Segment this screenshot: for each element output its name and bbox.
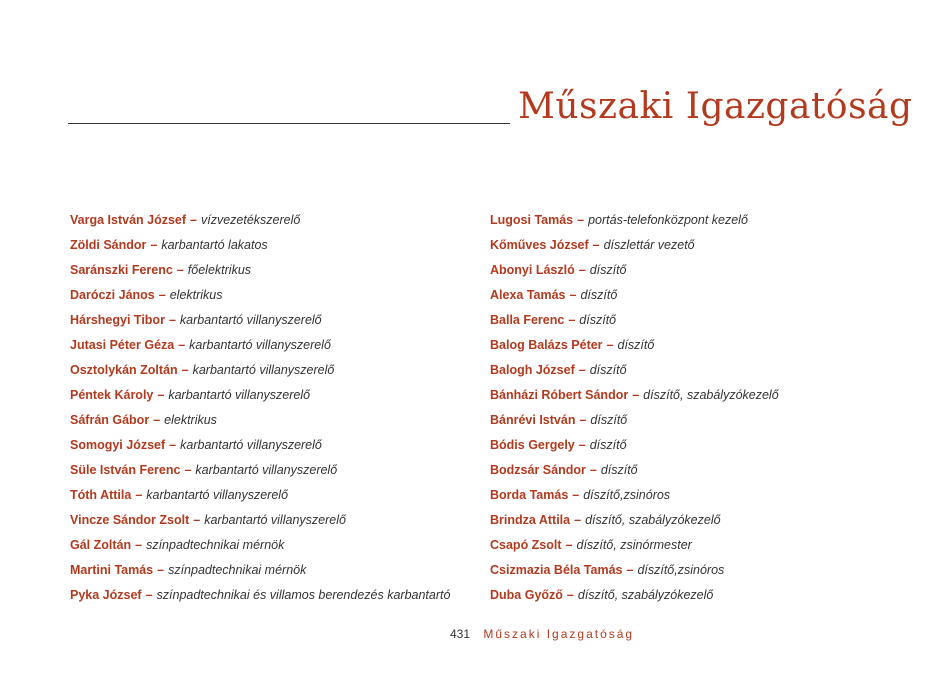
staff-role: karbantartó villanyszerelő bbox=[146, 488, 289, 502]
staff-name: Daróczi János bbox=[70, 288, 155, 302]
staff-entry bbox=[70, 410, 450, 435]
separator-dash: – bbox=[606, 338, 614, 352]
staff-name: Saránszki Ferenc bbox=[70, 263, 173, 277]
separator-dash: – bbox=[592, 238, 600, 252]
staff-role: karbantartó villanyszerelő bbox=[192, 363, 335, 377]
staff-role: díszítő bbox=[600, 463, 638, 477]
separator-dash: – bbox=[578, 363, 586, 377]
separator-dash: – bbox=[579, 413, 587, 427]
staff-role: díszlettár vezető bbox=[603, 238, 695, 252]
staff-name: Duba Győző bbox=[490, 588, 563, 602]
separator-dash: – bbox=[574, 513, 582, 527]
staff-role: díszítő,zsinóros bbox=[637, 563, 725, 577]
staff-role: díszítő bbox=[617, 338, 655, 352]
staff-role: díszítő bbox=[589, 363, 627, 377]
separator-dash: – bbox=[569, 288, 577, 302]
staff-role: vízvezetékszerelő bbox=[200, 213, 301, 227]
separator-dash: – bbox=[566, 588, 574, 602]
separator-dash: – bbox=[135, 538, 143, 552]
separator-dash: – bbox=[169, 438, 177, 452]
staff-entry bbox=[490, 460, 779, 485]
staff-name: Balla Ferenc bbox=[490, 313, 565, 327]
staff-entry bbox=[70, 260, 450, 285]
staff-role: színpadtechnikai és villamos berendezés karbantartó bbox=[156, 588, 451, 602]
staff-name: Bódis Gergely bbox=[490, 438, 575, 452]
staff-name: Sáfrán Gábor bbox=[70, 413, 150, 427]
staff-name: Abonyi László bbox=[490, 263, 575, 277]
separator-dash: – bbox=[168, 313, 176, 327]
separator-dash: – bbox=[145, 588, 153, 602]
staff-name: Vincze Sándor Zsolt bbox=[70, 513, 190, 527]
staff-entry bbox=[490, 510, 779, 535]
staff-entry bbox=[490, 335, 779, 360]
staff-role: díszítő, szabályzókezelő bbox=[577, 588, 714, 602]
staff-role: díszítő bbox=[589, 438, 627, 452]
separator-dash: – bbox=[572, 488, 580, 502]
staff-entry bbox=[490, 535, 779, 560]
staff-role: karbantartó villanyszerelő bbox=[180, 438, 322, 452]
staff-role: díszítő bbox=[589, 263, 627, 277]
staff-entry bbox=[70, 235, 450, 260]
separator-dash: – bbox=[632, 388, 640, 402]
staff-role: színpadtechnikai mérnök bbox=[146, 538, 285, 552]
staff-role: portás-telefonközpont kezelő bbox=[588, 213, 748, 227]
separator-dash: – bbox=[190, 213, 197, 227]
staff-role: karbantartó villanyszerelő bbox=[195, 463, 338, 477]
staff-entry bbox=[70, 460, 450, 485]
staff-role: főelektrikus bbox=[187, 263, 252, 277]
staff-name: Brindza Attila bbox=[490, 513, 571, 527]
staff-role: díszítő, szabályzókezelő bbox=[585, 513, 721, 527]
separator-dash: – bbox=[568, 313, 576, 327]
staff-entry bbox=[490, 485, 779, 510]
staff-name: Hárshegyi Tibor bbox=[70, 313, 165, 327]
staff-entry bbox=[70, 435, 450, 460]
staff-role: karbantartó lakatos bbox=[161, 238, 268, 252]
staff-role: karbantartó villanyszerelő bbox=[189, 338, 331, 352]
staff-entry bbox=[490, 385, 779, 410]
staff-entry bbox=[70, 210, 450, 235]
staff-entry bbox=[70, 385, 450, 410]
left-column bbox=[70, 210, 450, 610]
header-rule bbox=[68, 123, 510, 124]
staff-name: Borda Tamás bbox=[490, 488, 569, 502]
staff-name: Lugosi Tamás bbox=[490, 213, 574, 227]
staff-entry bbox=[490, 285, 779, 310]
staff-entry bbox=[490, 410, 779, 435]
staff-name: Somogyi József bbox=[70, 438, 166, 452]
page-title: Műszaki Igazgatóság bbox=[518, 86, 913, 127]
staff-role: díszítő bbox=[590, 413, 628, 427]
separator-dash: – bbox=[158, 288, 166, 302]
staff-role: díszítő, szabályzókezelő bbox=[643, 388, 779, 402]
staff-name: Péntek Károly bbox=[70, 388, 154, 402]
staff-entry bbox=[70, 535, 450, 560]
staff-name: Balogh József bbox=[490, 363, 575, 377]
separator-dash: – bbox=[565, 538, 573, 552]
staff-entry bbox=[70, 335, 450, 360]
staff-role: karbantartó villanyszerelő bbox=[204, 513, 346, 527]
footer-title: Műszaki Igazgatóság bbox=[483, 627, 635, 641]
staff-role: díszítő bbox=[580, 288, 618, 302]
separator-dash: – bbox=[157, 388, 165, 402]
staff-entry bbox=[490, 585, 779, 610]
staff-entry bbox=[70, 485, 450, 510]
separator-dash: – bbox=[178, 338, 186, 352]
staff-name: Martini Tamás bbox=[70, 563, 154, 577]
staff-entry bbox=[490, 435, 779, 460]
staff-name: Gál Zoltán bbox=[70, 538, 132, 552]
staff-name: Csapó Zsolt bbox=[490, 538, 562, 552]
staff-role: díszítő,zsinóros bbox=[583, 488, 671, 502]
staff-entry bbox=[70, 585, 450, 610]
footer bbox=[450, 627, 634, 641]
staff-name: Bodzsár Sándor bbox=[490, 463, 586, 477]
separator-dash: – bbox=[577, 213, 585, 227]
staff-role: díszítő bbox=[579, 313, 617, 327]
staff-entry bbox=[70, 560, 450, 585]
staff-entry bbox=[70, 360, 450, 385]
staff-name: Alexa Tamás bbox=[490, 288, 566, 302]
separator-dash: – bbox=[193, 513, 201, 527]
separator-dash: – bbox=[135, 488, 143, 502]
page-number: 431 bbox=[450, 627, 471, 641]
staff-name: Zöldi Sándor bbox=[70, 238, 147, 252]
separator-dash: – bbox=[176, 263, 184, 277]
separator-dash: – bbox=[181, 363, 189, 377]
staff-entry bbox=[490, 560, 779, 585]
staff-name: Pyka József bbox=[70, 588, 142, 602]
staff-name: Jutasi Péter Géza bbox=[70, 338, 175, 352]
separator-dash: – bbox=[578, 263, 586, 277]
staff-name: Süle István Ferenc bbox=[70, 463, 181, 477]
staff-name: Balog Balázs Péter bbox=[490, 338, 603, 352]
staff-entry bbox=[490, 210, 779, 235]
staff-entry bbox=[490, 260, 779, 285]
staff-name: Bánrévi István bbox=[490, 413, 576, 427]
separator-dash: – bbox=[589, 463, 597, 477]
separator-dash: – bbox=[157, 563, 165, 577]
staff-role: karbantartó villanyszerelő bbox=[168, 388, 311, 402]
separator-dash: – bbox=[578, 438, 586, 452]
staff-name: Kőműves József bbox=[490, 238, 589, 252]
staff-entry bbox=[490, 310, 779, 335]
staff-role: elektrikus bbox=[164, 413, 217, 427]
right-column bbox=[490, 210, 779, 610]
staff-name: Osztolykán Zoltán bbox=[70, 363, 178, 377]
staff-role: díszítő, zsinórmester bbox=[576, 538, 692, 552]
staff-entry bbox=[70, 285, 450, 310]
staff-entry bbox=[70, 310, 450, 335]
staff-role: karbantartó villanyszerelő bbox=[179, 313, 322, 327]
staff-role: elektrikus bbox=[169, 288, 223, 302]
staff-name: Bánházi Róbert Sándor bbox=[490, 388, 629, 402]
separator-dash: – bbox=[626, 563, 634, 577]
staff-role: színpadtechnikai mérnök bbox=[168, 563, 307, 577]
separator-dash: – bbox=[153, 413, 161, 427]
staff-name: Varga István József bbox=[70, 213, 187, 227]
staff-entry bbox=[490, 235, 779, 260]
separator-dash: – bbox=[150, 238, 158, 252]
separator-dash: – bbox=[184, 463, 192, 477]
staff-entry bbox=[70, 510, 450, 535]
staff-name: Tóth Attila bbox=[70, 488, 132, 502]
staff-entry bbox=[490, 360, 779, 385]
staff-name: Csizmazia Béla Tamás bbox=[490, 563, 623, 577]
